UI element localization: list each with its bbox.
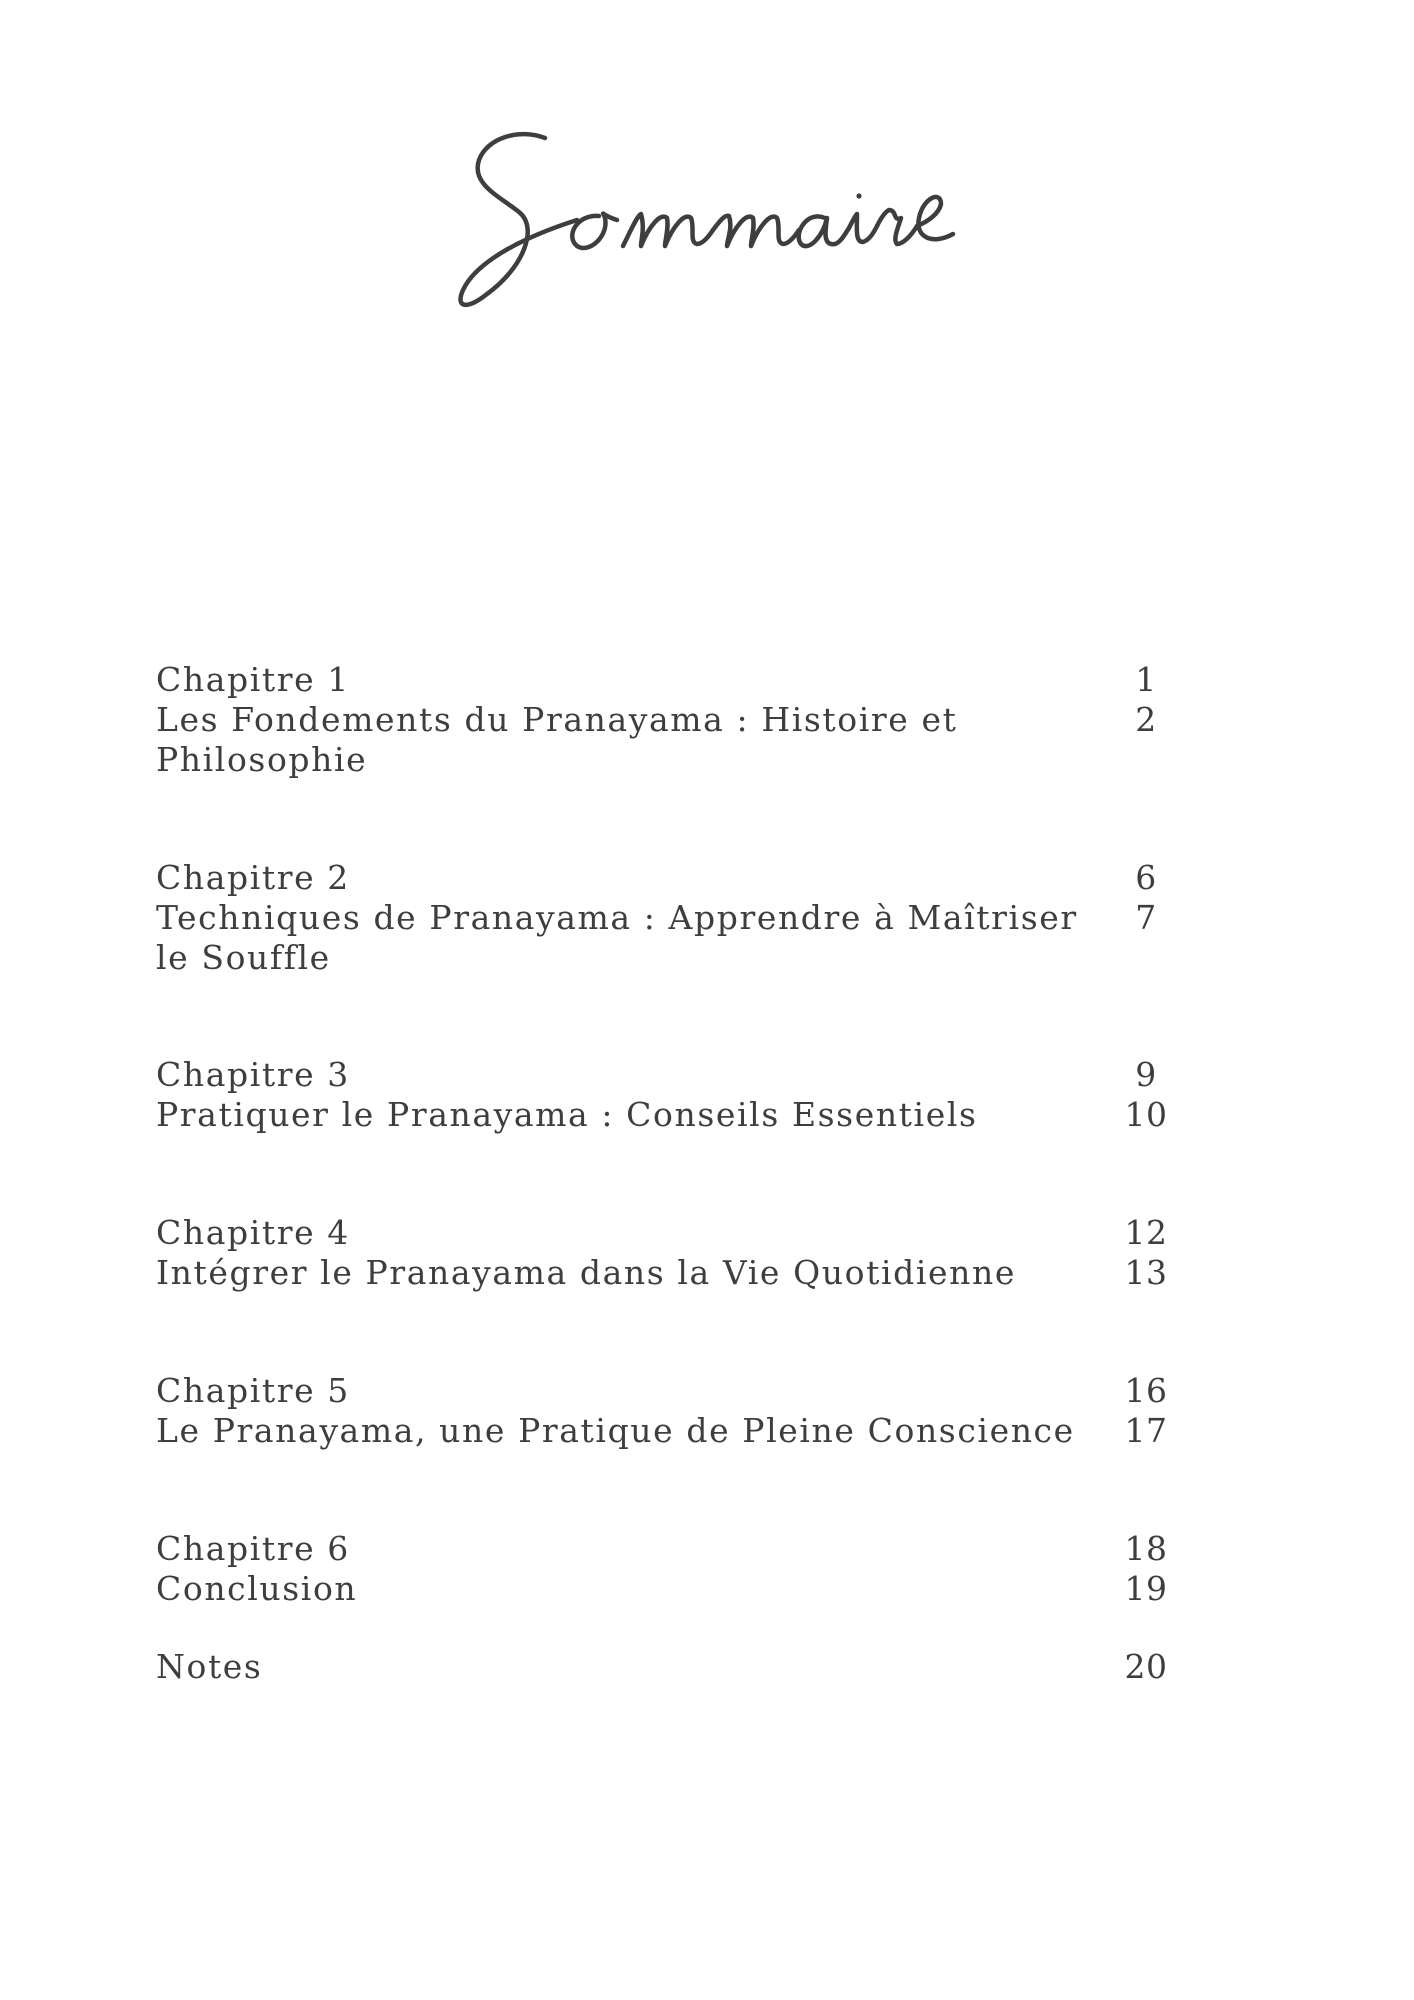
section-page-number: 19 <box>1124 1569 1168 1608</box>
toc-entry-chapter-1[interactable] <box>156 660 1186 780</box>
toc-entry-chapter-5[interactable] <box>156 1371 1186 1451</box>
section-page-number: 17 <box>1124 1411 1168 1450</box>
notes-page-number: 20 <box>1124 1647 1168 1686</box>
chapter-page-number: 12 <box>1124 1213 1168 1252</box>
section-page-number: 2 <box>1135 700 1157 739</box>
chapter-label: Chapitre 1 <box>156 660 350 699</box>
section-title: Conclusion <box>156 1569 358 1608</box>
chapter-page-number: 1 <box>1135 660 1157 699</box>
section-title: Intégrer le Pranayama dans la Vie Quotidienne <box>156 1253 1016 1292</box>
toc-entry-notes[interactable] <box>156 1647 1186 1687</box>
section-page-number: 10 <box>1124 1095 1168 1134</box>
page-title-script <box>427 118 987 328</box>
chapter-page-number: 18 <box>1124 1529 1168 1568</box>
chapter-label: Chapitre 2 <box>156 858 350 897</box>
section-title: Pratiquer le Pranayama : Conseils Essentiels <box>156 1095 978 1134</box>
chapter-label: Chapitre 6 <box>156 1529 350 1568</box>
toc-entry-chapter-4[interactable] <box>156 1213 1186 1293</box>
section-page-number: 13 <box>1124 1253 1168 1292</box>
toc-entry-chapter-6[interactable] <box>156 1529 1186 1609</box>
notes-label: Notes <box>156 1647 263 1686</box>
chapter-page-number: 16 <box>1124 1371 1168 1410</box>
section-title: Le Pranayama, une Pratique de Pleine Conscience <box>156 1411 1075 1450</box>
toc-entry-chapter-2[interactable] <box>156 858 1186 978</box>
chapter-label: Chapitre 5 <box>156 1371 350 1410</box>
page-title <box>0 118 1414 328</box>
chapter-label: Chapitre 3 <box>156 1055 350 1094</box>
section-title: Les Fondements du Pranayama : Histoire et Philosophie <box>156 700 958 779</box>
chapter-label: Chapitre 4 <box>156 1213 350 1252</box>
toc-entry-chapter-3[interactable] <box>156 1055 1186 1135</box>
section-page-number: 7 <box>1135 898 1157 937</box>
chapter-page-number: 9 <box>1135 1055 1157 1094</box>
chapter-page-number: 6 <box>1135 858 1157 897</box>
section-title: Techniques de Pranayama : Apprendre à Maîtriser le Souffle <box>156 898 1078 977</box>
